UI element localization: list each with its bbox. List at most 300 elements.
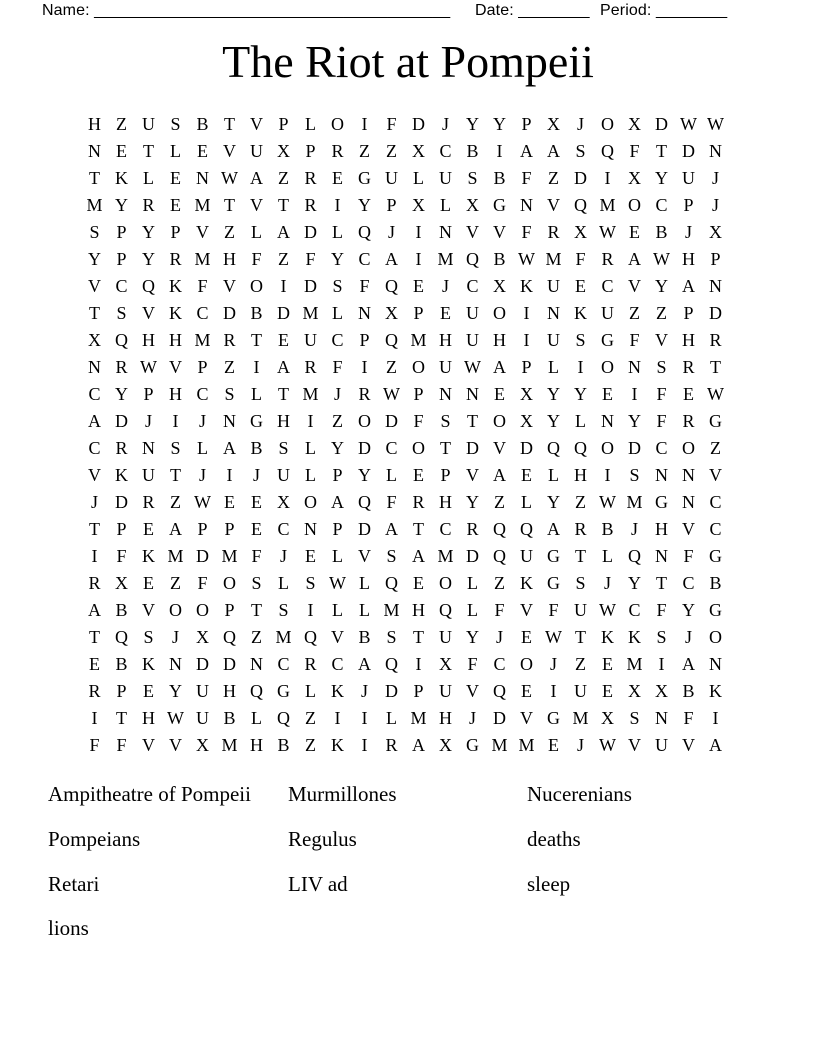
grid-letter: S	[305, 573, 316, 593]
grid-letter: H	[493, 330, 506, 350]
grid-letter: B	[358, 627, 371, 647]
grid-letter: O	[493, 303, 506, 323]
grid-letter: L	[386, 708, 397, 728]
grid-letter: J	[684, 627, 692, 647]
grid-letter: B	[277, 735, 290, 755]
grid-letter: C	[655, 195, 668, 215]
grid-letter: K	[520, 573, 533, 593]
word-list-item: Retari	[48, 871, 100, 896]
grid-letter: B	[466, 141, 479, 161]
grid-letter: P	[278, 114, 289, 134]
grid-letter: P	[413, 303, 424, 323]
grid-letter: Z	[386, 357, 397, 377]
grid-letter: M	[491, 735, 508, 755]
grid-letter: A	[169, 519, 182, 539]
grid-letter: A	[709, 735, 722, 755]
grid-letter: Y	[142, 222, 155, 242]
grid-letter: U	[439, 357, 452, 377]
grid-letter: L	[332, 600, 343, 620]
grid-letter: Y	[88, 249, 101, 269]
grid-letter: N	[142, 438, 155, 458]
grid-letter: Z	[305, 708, 316, 728]
grid-letter: Z	[170, 573, 181, 593]
grid-letter: Y	[115, 195, 128, 215]
word-list-column	[288, 772, 397, 906]
grid-letter: N	[709, 276, 722, 296]
grid-letter: Z	[170, 492, 181, 512]
grid-letter: O	[169, 600, 182, 620]
grid-letter: H	[439, 492, 452, 512]
grid-letter: J	[576, 735, 584, 755]
grid-letter: M	[221, 546, 238, 566]
grid-letter: T	[224, 114, 235, 134]
grid-letter: O	[412, 438, 425, 458]
grid-letter: O	[439, 573, 452, 593]
grid-letter: A	[682, 654, 695, 674]
grid-letter: V	[142, 735, 155, 755]
grid-letter: H	[655, 519, 668, 539]
grid-letter: C	[331, 654, 344, 674]
grid-letter: O	[331, 114, 344, 134]
grid-letter: J	[198, 411, 206, 431]
grid-letter: I	[280, 276, 287, 296]
grid-letter: Y	[655, 276, 668, 296]
grid-letter: Y	[169, 681, 182, 701]
grid-letter: I	[172, 411, 179, 431]
grid-letter: P	[710, 249, 721, 269]
grid-letter: A	[520, 141, 533, 161]
grid-letter: V	[142, 600, 155, 620]
grid-letter: L	[251, 708, 262, 728]
grid-letter: X	[655, 681, 668, 701]
grid-letter: U	[439, 627, 452, 647]
grid-letter: I	[334, 708, 341, 728]
grid-letter: U	[547, 276, 560, 296]
grid-letter: S	[170, 114, 181, 134]
grid-letter: C	[709, 492, 722, 512]
grid-letter: T	[251, 600, 262, 620]
grid-letter: D	[304, 276, 317, 296]
grid-letter: N	[439, 384, 452, 404]
grid-letter: A	[331, 492, 344, 512]
grid-letter: W	[599, 492, 616, 512]
grid-letter: A	[628, 249, 641, 269]
grid-letter: A	[385, 519, 398, 539]
grid-letter: I	[415, 222, 422, 242]
grid-letter: M	[275, 627, 292, 647]
grid-letter: T	[413, 519, 424, 539]
grid-letter: D	[385, 681, 398, 701]
grid-letter: W	[599, 735, 616, 755]
grid-letter: H	[250, 735, 263, 755]
grid-letter: S	[224, 384, 235, 404]
grid-letter: X	[385, 303, 398, 323]
grid-letter: N	[601, 411, 614, 431]
grid-letter: U	[466, 303, 479, 323]
grid-letter: R	[709, 330, 722, 350]
grid-letter: P	[332, 465, 343, 485]
grid-letter: A	[88, 600, 101, 620]
grid-letter: H	[682, 330, 695, 350]
grid-letter: C	[628, 600, 641, 620]
word-list-item: LIV ad	[288, 871, 348, 896]
grid-letter: R	[142, 195, 155, 215]
grid-letter: C	[196, 384, 209, 404]
grid-letter: Q	[493, 546, 506, 566]
name-field	[42, 2, 450, 20]
grid-letter: E	[170, 195, 181, 215]
grid-letter: X	[628, 681, 641, 701]
grid-letter: W	[194, 492, 211, 512]
grid-letter: H	[88, 114, 101, 134]
grid-letter: Q	[385, 654, 398, 674]
grid-letter: P	[116, 249, 127, 269]
grid-letter: P	[224, 600, 235, 620]
grid-letter: Y	[358, 465, 371, 485]
grid-letter: J	[441, 114, 449, 134]
grid-letter: Y	[547, 492, 560, 512]
word-list-item: Murmillones	[288, 782, 397, 806]
grid-letter: V	[520, 708, 533, 728]
grid-letter: C	[88, 384, 101, 404]
grid-letter: O	[223, 573, 236, 593]
grid-letter: A	[358, 654, 371, 674]
grid-letter: E	[89, 654, 100, 674]
grid-letter: I	[361, 357, 368, 377]
grid-letter: K	[142, 546, 155, 566]
grid-letter: K	[601, 627, 614, 647]
grid-letter: U	[466, 330, 479, 350]
grid-letter: F	[656, 600, 667, 620]
grid-letter: Y	[331, 438, 344, 458]
page-title: The Riot at Pompeii	[222, 36, 594, 87]
grid-letter: P	[413, 681, 424, 701]
grid-letter: R	[88, 681, 101, 701]
grid-letter: P	[197, 357, 208, 377]
grid-letter: Q	[466, 249, 479, 269]
grid-letter: E	[278, 330, 289, 350]
grid-letter: H	[142, 708, 155, 728]
grid-letter: U	[655, 735, 668, 755]
grid-letter: M	[437, 546, 454, 566]
word-list-item: lions	[48, 916, 89, 941]
grid-letter: Q	[547, 438, 560, 458]
grid-letter: C	[493, 654, 506, 674]
grid-letter: V	[493, 438, 506, 458]
grid-letter: R	[304, 195, 317, 215]
grid-letter: R	[601, 249, 614, 269]
grid-letter: N	[88, 141, 101, 161]
grid-letter: Z	[575, 654, 586, 674]
grid-letter: M	[626, 492, 643, 512]
grid-letter: M	[626, 654, 643, 674]
grid-letter: D	[466, 438, 479, 458]
grid-letter: K	[115, 168, 128, 188]
grid-letter: D	[466, 546, 479, 566]
grid-letter: C	[277, 654, 290, 674]
grid-letter: Z	[278, 168, 289, 188]
grid-letter: Q	[358, 222, 371, 242]
grid-letter: M	[302, 384, 319, 404]
grid-letter: Q	[493, 519, 506, 539]
grid-letter: R	[169, 249, 182, 269]
grid-letter: D	[385, 411, 398, 431]
grid-letter: C	[358, 249, 371, 269]
word-list-item: Pompeians	[48, 826, 141, 851]
grid-letter: L	[197, 438, 208, 458]
grid-letter: U	[574, 681, 587, 701]
grid-letter: F	[197, 276, 208, 296]
grid-letter: V	[250, 114, 263, 134]
grid-letter: G	[709, 546, 722, 566]
grid-letter: F	[197, 573, 208, 593]
grid-letter: S	[656, 357, 667, 377]
grid-letter: Q	[358, 492, 371, 512]
word-list-item: Ampitheatre of Pompeii	[48, 782, 251, 806]
grid-letter: M	[545, 249, 562, 269]
grid-letter: R	[385, 735, 398, 755]
name-blank-line: ________________________________________	[94, 2, 451, 19]
grid-letter: R	[115, 357, 128, 377]
grid-letter: G	[358, 168, 371, 188]
grid-letter: F	[521, 168, 532, 188]
grid-letter: K	[331, 681, 344, 701]
grid-letter: I	[253, 357, 260, 377]
grid-letter: S	[386, 546, 397, 566]
grid-letter: A	[493, 357, 506, 377]
grid-letter: Z	[656, 303, 667, 323]
grid-letter: I	[91, 546, 98, 566]
grid-letter: L	[305, 438, 316, 458]
grid-letter: D	[115, 411, 128, 431]
grid-letter: X	[601, 708, 614, 728]
period-label: Period:	[600, 2, 652, 19]
grid-letter: U	[682, 168, 695, 188]
grid-letter: B	[493, 249, 506, 269]
grid-letter: X	[574, 222, 587, 242]
grid-letter: X	[709, 222, 722, 242]
date-label: Date:	[475, 2, 514, 19]
grid-letter: S	[251, 573, 262, 593]
grid-letter: N	[358, 303, 371, 323]
grid-letter: V	[655, 330, 668, 350]
grid-letter: E	[521, 627, 532, 647]
grid-letter: V	[142, 303, 155, 323]
grid-letter: A	[412, 735, 425, 755]
grid-letter: U	[547, 330, 560, 350]
grid-letter: H	[169, 330, 182, 350]
grid-letter: Z	[575, 492, 586, 512]
grid-letter: R	[115, 438, 128, 458]
grid-letter: J	[549, 654, 557, 674]
grid-letter: Q	[601, 141, 614, 161]
grid-letter: W	[221, 168, 238, 188]
grid-letter: I	[361, 708, 368, 728]
grid-letter: H	[223, 249, 236, 269]
grid-letter: H	[439, 330, 452, 350]
grid-letter: J	[711, 168, 719, 188]
grid-letter: O	[304, 492, 317, 512]
grid-letter: S	[386, 627, 397, 647]
grid-letter: S	[89, 222, 100, 242]
grid-letter: G	[250, 411, 263, 431]
grid-letter: U	[277, 465, 290, 485]
grid-letter: D	[682, 141, 695, 161]
grid-letter: M	[410, 708, 427, 728]
grid-letter: F	[116, 546, 127, 566]
grid-letter: O	[493, 411, 506, 431]
grid-letter: Q	[574, 438, 587, 458]
grid-letter: J	[171, 627, 179, 647]
grid-letter: N	[250, 654, 263, 674]
grid-letter: L	[413, 168, 424, 188]
grid-letter: D	[628, 438, 641, 458]
grid-letter: V	[709, 465, 722, 485]
grid-letter: C	[439, 519, 452, 539]
grid-letter: Z	[386, 141, 397, 161]
grid-letter: R	[304, 357, 317, 377]
grid-letter: Y	[493, 114, 506, 134]
grid-letter: E	[440, 303, 451, 323]
grid-letter: X	[439, 654, 452, 674]
grid-letter: E	[143, 681, 154, 701]
grid-letter: A	[88, 411, 101, 431]
grid-letter: O	[628, 195, 641, 215]
grid-letter: X	[493, 276, 506, 296]
grid-letter: H	[682, 249, 695, 269]
grid-letter: D	[574, 168, 587, 188]
grid-letter: R	[331, 141, 344, 161]
grid-letter: B	[250, 303, 263, 323]
grid-letter: Z	[494, 492, 505, 512]
grid-letter: H	[277, 411, 290, 431]
grid-letter: O	[358, 411, 371, 431]
grid-letter: V	[196, 222, 209, 242]
grid-letter: B	[682, 681, 695, 701]
grid-letter: R	[547, 222, 560, 242]
grid-letter: S	[629, 465, 640, 485]
grid-letter: S	[467, 168, 478, 188]
word-list	[0, 772, 816, 972]
grid-letter: B	[115, 600, 128, 620]
grid-letter: S	[575, 330, 586, 350]
grid-letter: V	[223, 141, 236, 161]
grid-letter: G	[655, 492, 668, 512]
grid-letter: J	[711, 195, 719, 215]
grid-letter: P	[521, 114, 532, 134]
grid-letter: Z	[548, 168, 559, 188]
grid-letter: M	[572, 708, 589, 728]
grid-letter: F	[467, 654, 478, 674]
grid-letter: I	[361, 735, 368, 755]
grid-letter: O	[709, 627, 722, 647]
grid-letter: M	[599, 195, 616, 215]
grid-letter: T	[467, 411, 478, 431]
grid-letter: V	[466, 222, 479, 242]
word-list-item: Regulus	[288, 826, 357, 851]
grid-letter: X	[547, 114, 560, 134]
grid-letter: D	[196, 546, 209, 566]
grid-letter: T	[89, 303, 100, 323]
grid-letter: C	[88, 438, 101, 458]
grid-letter: T	[575, 627, 586, 647]
grid-letter: M	[194, 195, 211, 215]
grid-letter: I	[307, 600, 314, 620]
grid-letter: X	[439, 735, 452, 755]
grid-letter: S	[575, 573, 586, 593]
grid-letter: S	[278, 438, 289, 458]
grid-letter: P	[359, 330, 370, 350]
grid-letter: Q	[439, 600, 452, 620]
grid-letter: W	[599, 222, 616, 242]
grid-letter: R	[412, 492, 425, 512]
grid-letter: D	[358, 519, 371, 539]
grid-letter: H	[439, 708, 452, 728]
grid-letter: K	[169, 276, 182, 296]
grid-letter: Q	[520, 519, 533, 539]
grid-letter: F	[629, 330, 640, 350]
grid-letter: Z	[116, 114, 127, 134]
grid-letter: T	[170, 465, 181, 485]
grid-letter: F	[683, 708, 694, 728]
grid-letter: U	[439, 681, 452, 701]
grid-letter: U	[385, 168, 398, 188]
grid-letter: C	[655, 438, 668, 458]
grid-letter: C	[385, 438, 398, 458]
grid-letter: V	[547, 195, 560, 215]
grid-letter: Q	[115, 330, 128, 350]
grid-letter: W	[680, 114, 697, 134]
grid-letter: R	[682, 357, 695, 377]
grid-letter: F	[305, 249, 316, 269]
grid-letter: T	[278, 195, 289, 215]
grid-letter: D	[520, 438, 533, 458]
grid-letter: F	[683, 546, 694, 566]
grid-letter: X	[196, 735, 209, 755]
grid-letter: Y	[628, 411, 641, 431]
grid-letter: K	[574, 303, 587, 323]
grid-letter: S	[629, 708, 640, 728]
grid-letter: W	[707, 384, 724, 404]
grid-letter: S	[170, 438, 181, 458]
grid-letter: R	[358, 384, 371, 404]
grid-letter: R	[304, 168, 317, 188]
grid-letter: R	[88, 573, 101, 593]
grid-letter: G	[493, 195, 506, 215]
grid-letter: I	[604, 465, 611, 485]
grid-letter: J	[198, 465, 206, 485]
grid-letter: B	[250, 438, 263, 458]
grid-letter: X	[520, 384, 533, 404]
grid-letter: E	[143, 519, 154, 539]
grid-letter: I	[523, 330, 530, 350]
grid-letter: V	[682, 519, 695, 539]
grid-letter: A	[223, 438, 236, 458]
grid-letter: L	[305, 465, 316, 485]
grid-letter: P	[386, 195, 397, 215]
grid-letter: H	[169, 384, 182, 404]
grid-letter: S	[440, 411, 451, 431]
grid-letter: M	[410, 330, 427, 350]
grid-letter: P	[683, 303, 694, 323]
grid-letter: E	[494, 384, 505, 404]
grid-letter: V	[628, 276, 641, 296]
grid-letter: Y	[574, 384, 587, 404]
grid-letter: Q	[574, 195, 587, 215]
grid-letter: H	[223, 681, 236, 701]
grid-letter: L	[332, 546, 343, 566]
grid-letter: L	[332, 303, 343, 323]
